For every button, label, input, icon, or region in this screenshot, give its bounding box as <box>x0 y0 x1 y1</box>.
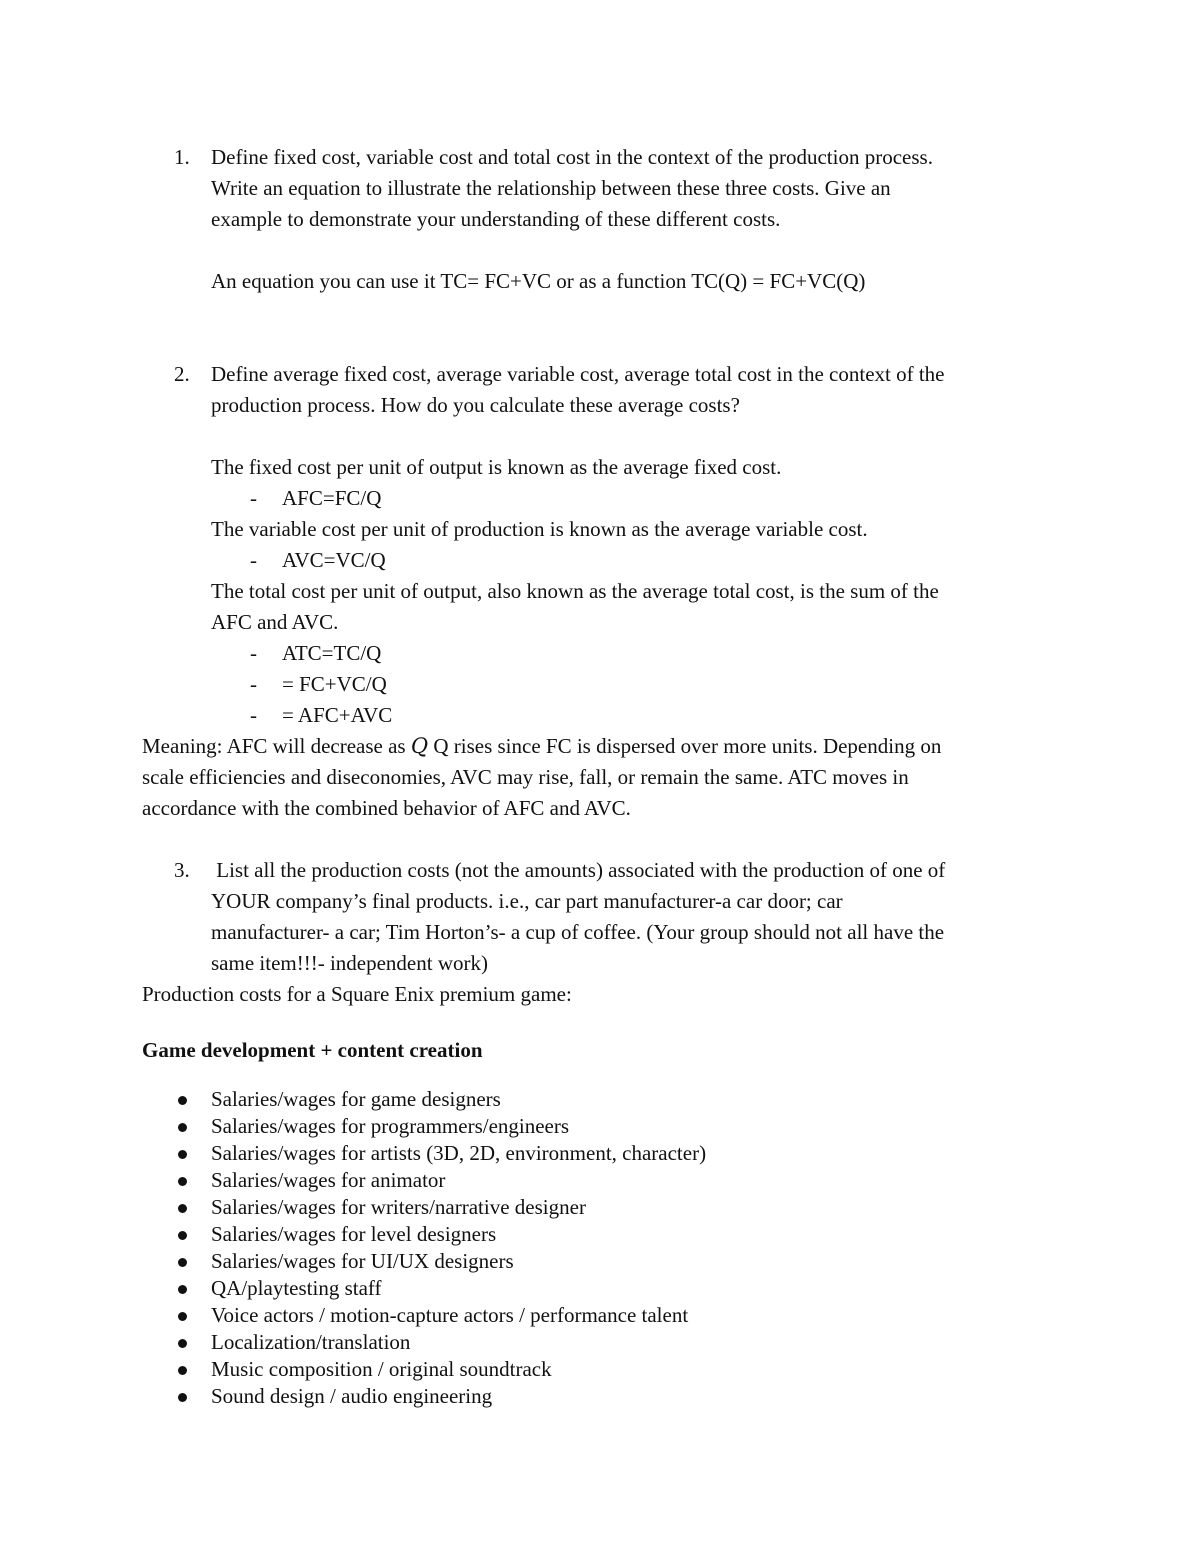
q3-line: YOUR company’s final products. i.e., car part manufacturer-a car door; car <box>211 889 843 913</box>
list-item-text: Salaries/wages for writers/narrative designer <box>211 1195 586 1219</box>
q1-number: 1. <box>174 145 190 169</box>
atc-definition: The total cost per unit of output, also known as the average total cost, is the sum of the <box>211 579 939 603</box>
list-item-text: Salaries/wages for game designers <box>211 1087 501 1111</box>
bullet-icon <box>178 1312 187 1321</box>
dash-marker: - <box>250 641 257 665</box>
atc-formula: = FC+VC/Q <box>282 672 387 696</box>
q3-line: manufacturer- a car; Tim Horton’s- a cup of coffee. (Your group should not all have the <box>211 920 945 944</box>
bullet-icon <box>178 1285 187 1294</box>
avc-formula: AVC=VC/Q <box>282 548 386 572</box>
list-item-text: Salaries/wages for UI/UX designers <box>211 1249 514 1273</box>
bullet-icon <box>178 1258 187 1267</box>
list-item-text: Localization/translation <box>211 1330 411 1354</box>
section-heading: Game development + content creation <box>142 1038 483 1062</box>
bullet-icon <box>178 1177 187 1186</box>
list-item-text: Salaries/wages for level designers <box>211 1222 497 1246</box>
list-item-text: Voice actors / motion-capture actors / performance talent <box>211 1303 689 1327</box>
bullet-icon <box>178 1150 187 1159</box>
dash-marker: - <box>250 486 257 510</box>
dash-marker: - <box>250 703 257 727</box>
bullet-icon <box>178 1339 187 1348</box>
list-item-text: Salaries/wages for animator <box>211 1168 446 1192</box>
list-item-text: Sound design / audio engineering <box>211 1384 493 1408</box>
q1-line: Write an equation to illustrate the relationship between these three costs. Give an <box>211 176 891 200</box>
q3-number: 3. <box>174 858 190 882</box>
bullet-icon <box>178 1204 187 1213</box>
q3-line: same item!!!- independent work) <box>211 951 488 975</box>
list-item-text: QA/playtesting staff <box>211 1276 382 1300</box>
atc-formula: ATC=TC/Q <box>282 641 382 665</box>
meaning-q-symbol: Q <box>410 734 429 758</box>
dash-marker: - <box>250 548 257 572</box>
list-item-text: Salaries/wages for programmers/engineers <box>211 1114 570 1138</box>
list-item-text: Salaries/wages for artists (3D, 2D, environment, character) <box>211 1141 707 1165</box>
bullet-icon <box>178 1366 187 1375</box>
dash-marker: - <box>250 672 257 696</box>
meaning-line <box>142 731 941 762</box>
bullet-icon <box>178 1231 187 1240</box>
bullet-icon <box>178 1393 187 1402</box>
meaning-line: accordance with the combined behavior of AFC and AVC. <box>142 796 631 820</box>
q1-line: Define fixed cost, variable cost and total cost in the context of the production process. <box>211 145 933 169</box>
meaning-text: Meaning: AFC will decrease as <box>142 734 411 758</box>
list-item-text: Music composition / original soundtrack <box>211 1357 552 1381</box>
bullet-icon <box>178 1096 187 1105</box>
q2-line: Define average fixed cost, average variable cost, average total cost in the context of the <box>211 362 945 386</box>
q1-answer: An equation you can use it TC= FC+VC or as a function TC(Q) = FC+VC(Q) <box>211 269 866 293</box>
q3-line: List all the production costs (not the amounts) associated with the production of one of <box>211 858 946 882</box>
q3-intro: Production costs for a Square Enix premium game: <box>142 982 572 1006</box>
bullet-icon <box>178 1123 187 1132</box>
meaning-line: scale efficiencies and diseconomies, AVC may rise, fall, or remain the same. ATC moves in <box>142 765 909 789</box>
avc-definition: The variable cost per unit of production is known as the average variable cost. <box>211 517 868 541</box>
meaning-text: Q rises since FC is dispersed over more units. Depending on <box>428 734 942 758</box>
q1-line: example to demonstrate your understanding of these different costs. <box>211 207 781 231</box>
atc-definition: AFC and AVC. <box>211 610 339 634</box>
afc-definition: The fixed cost per unit of output is known as the average fixed cost. <box>211 455 782 479</box>
q2-number: 2. <box>174 362 190 386</box>
afc-formula: AFC=FC/Q <box>282 486 382 510</box>
atc-formula: = AFC+AVC <box>282 703 393 727</box>
q2-line: production process. How do you calculate these average costs? <box>211 393 740 417</box>
